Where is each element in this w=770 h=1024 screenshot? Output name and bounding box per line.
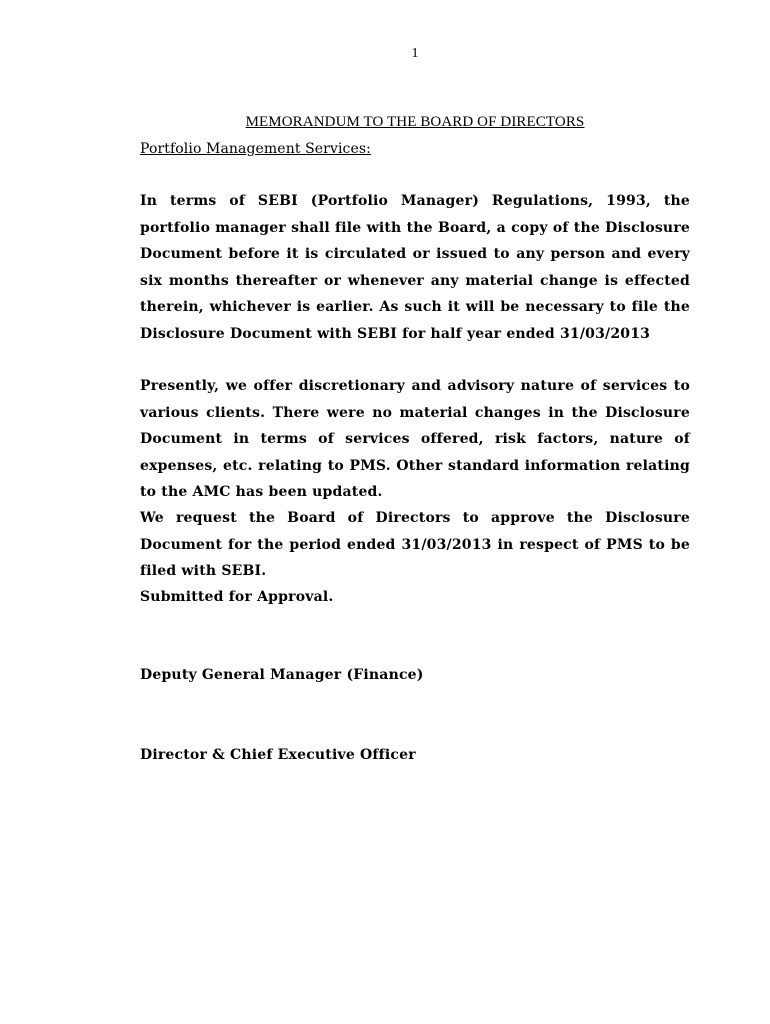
signatory-director-ceo: Director & Chief Executive Officer	[140, 747, 416, 763]
memo-subtitle: Portfolio Management Services:	[140, 141, 371, 157]
paragraph-request: We request the Board of Directors to approve the Disclosure Document for the period ended 31/03/2013 in respect of PMS to be filed with SEBI.	[140, 510, 690, 579]
signatory-deputy-general-manager: Deputy General Manager (Finance)	[140, 667, 424, 683]
paragraph-services: Presently, we offer discretionary and advisory nature of services to various clients. There were no material changes in the Disclosure Document in terms of services offered, risk factors, nature of expenses, etc. relating to PMS. Other standard information relating to the AMC has been updated.	[140, 378, 690, 500]
submitted-for-approval: Submitted for Approval.	[140, 589, 334, 605]
paragraph-regulations: In terms of SEBI (Portfolio Manager) Regulations, 1993, the portfolio manager shall file with the Board, a copy of the Disclosure Document before it is circulated or issued to any person and every six months thereafter or whenever any material change is effected therein, whichever is earlier. As such it will be necessary to file the Disclosure Document with SEBI for half year ended 31/03/2013	[140, 193, 690, 342]
memo-title: MEMORANDUM TO THE BOARD OF DIRECTORS	[245, 114, 585, 130]
page-number: 1	[411, 46, 419, 61]
